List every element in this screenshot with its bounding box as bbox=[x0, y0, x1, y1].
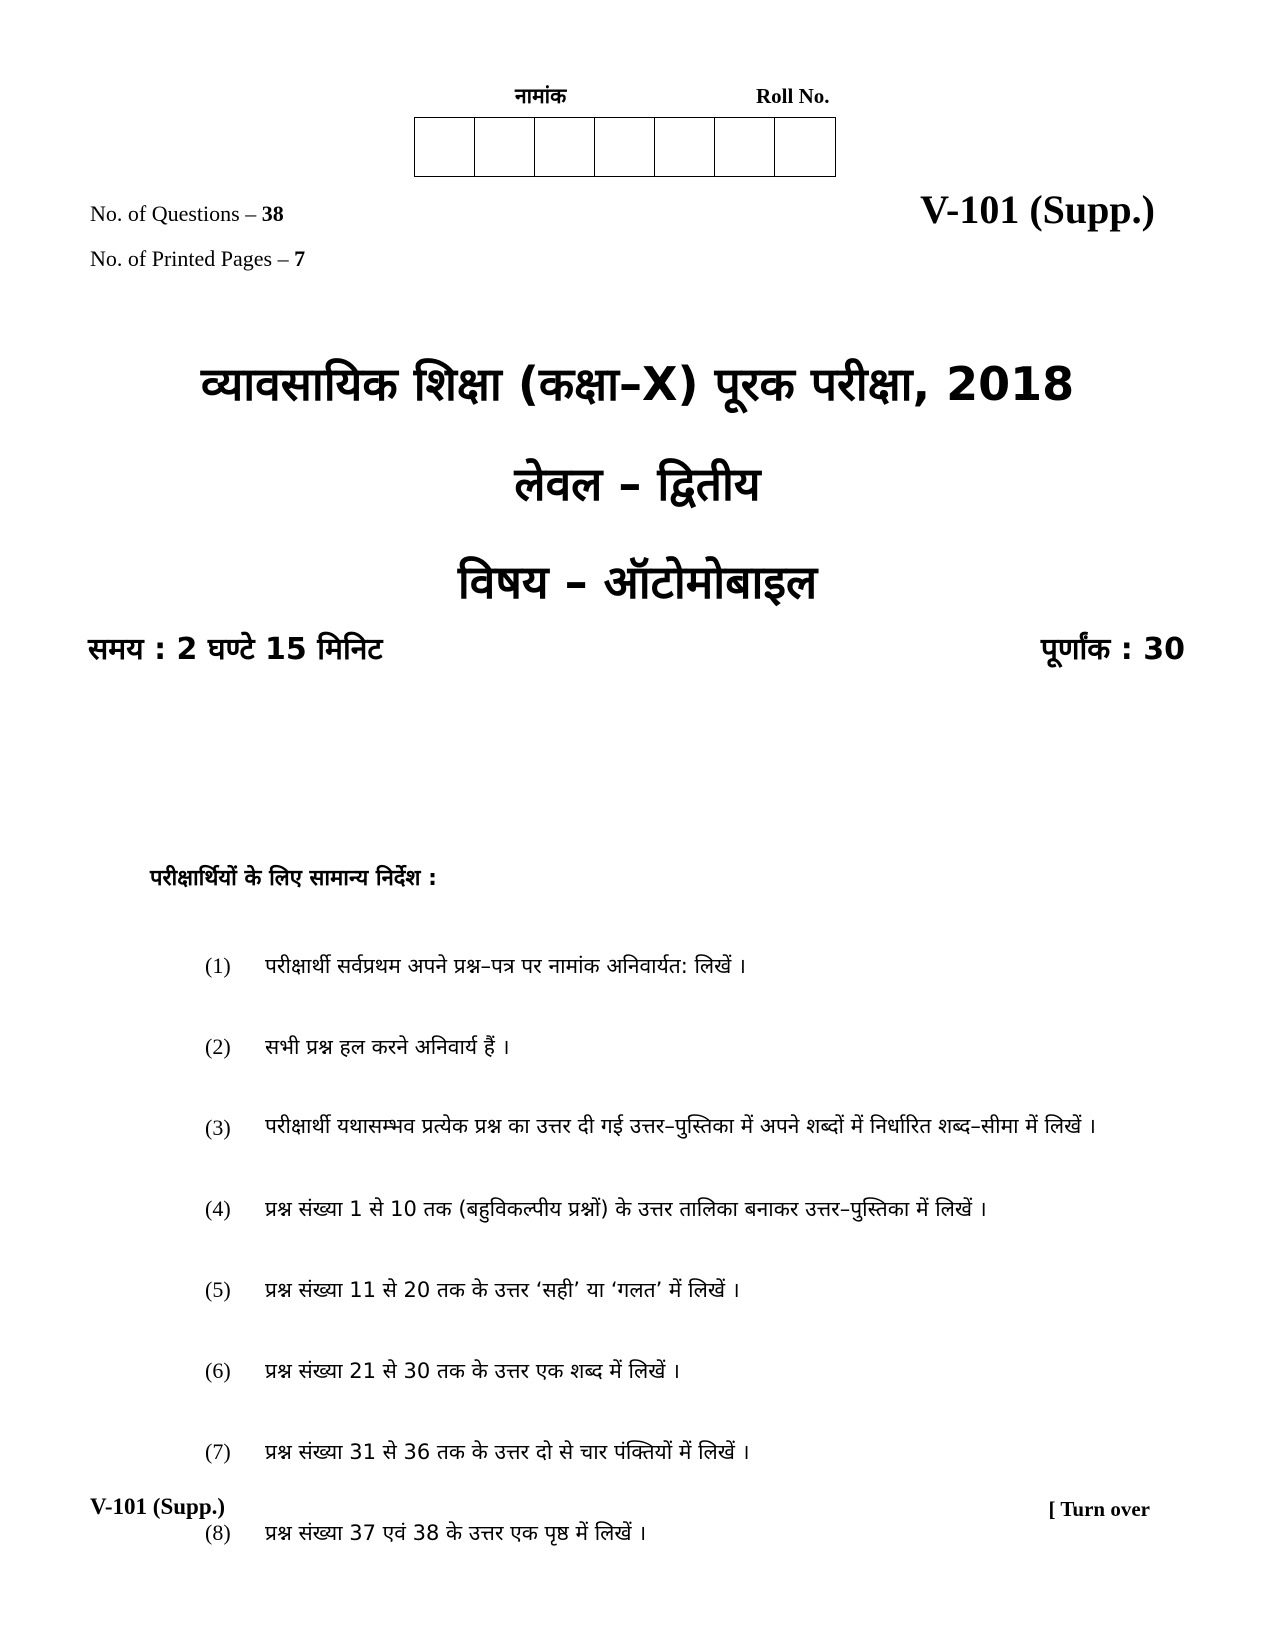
number-of-questions bbox=[90, 201, 284, 227]
roll-number-box-5[interactable] bbox=[655, 118, 715, 176]
instruction-number: (3) bbox=[205, 1115, 231, 1140]
instruction-text: प्रश्न संख्या 1 से 10 तक (बहुविकल्पीय प्रश्नों) के उत्तर तालिका बनाकर उत्तर–पुस्तिका में लिखें । bbox=[265, 1197, 987, 1221]
footer-paper-code: V-101 (Supp.) bbox=[90, 1494, 226, 1519]
pages-label: No. of Printed Pages – bbox=[90, 246, 289, 271]
instruction-item bbox=[205, 1183, 1185, 1235]
instruction-text: सभी प्रश्न हल करने अनिवार्य हैं । bbox=[265, 1035, 510, 1059]
instruction-number: (2) bbox=[205, 1034, 231, 1059]
instructions-list bbox=[205, 940, 1185, 1588]
roll-number-box-3[interactable] bbox=[535, 118, 595, 176]
roll-number-box-1[interactable] bbox=[415, 118, 475, 176]
roll-number-label-hindi: नामांक bbox=[515, 84, 567, 108]
instruction-number: (5) bbox=[205, 1277, 231, 1302]
instruction-number: (8) bbox=[205, 1520, 231, 1545]
instruction-number: (6) bbox=[205, 1358, 231, 1383]
paper-code: V-101 (Supp.) bbox=[920, 187, 1155, 232]
exam-duration: समय : 2 घण्टे 15 मिनिट bbox=[88, 632, 383, 667]
questions-label: No. of Questions – bbox=[90, 201, 257, 226]
instruction-item bbox=[205, 1507, 1185, 1559]
questions-value: 38 bbox=[261, 201, 284, 226]
instruction-text: परीक्षार्थी सर्वप्रथम अपने प्रश्न–पत्र पर नामांक अनिवार्यत: लिखें । bbox=[265, 954, 746, 978]
roll-number-box-7[interactable] bbox=[775, 118, 835, 176]
roll-number-label: Roll No. bbox=[756, 84, 830, 108]
instruction-number: (4) bbox=[205, 1196, 231, 1221]
instruction-item bbox=[205, 1345, 1185, 1397]
instruction-text: प्रश्न संख्या 31 से 36 तक के उत्तर दो से चार पंक्तियों में लिखें । bbox=[265, 1440, 750, 1464]
instruction-text: प्रश्न संख्या 37 एवं 38 के उत्तर एक पृष्ठ में लिखें । bbox=[265, 1521, 647, 1545]
roll-number-box-6[interactable] bbox=[715, 118, 775, 176]
roll-number-box-4[interactable] bbox=[595, 118, 655, 176]
roll-number-box-2[interactable] bbox=[475, 118, 535, 176]
max-marks: पूर्णांक : 30 bbox=[1040, 632, 1185, 667]
instruction-item bbox=[205, 1264, 1185, 1316]
number-of-pages bbox=[90, 246, 305, 272]
instruction-number: (7) bbox=[205, 1439, 231, 1464]
roll-number-boxes bbox=[414, 117, 836, 177]
turn-over-note: [ Turn over bbox=[1048, 1497, 1150, 1521]
exam-subject: विषय – ऑटोमोबाइल bbox=[457, 555, 818, 609]
exam-level: लेवल – द्वितीय bbox=[514, 457, 761, 511]
pages-value: 7 bbox=[294, 246, 306, 271]
instruction-text: प्रश्न संख्या 21 से 30 तक के उत्तर एक शब्द में लिखें । bbox=[265, 1359, 681, 1383]
instructions-heading: परीक्षार्थियों के लिए सामान्य निर्देश : bbox=[150, 866, 437, 891]
instruction-text: परीक्षार्थी यथासम्भव प्रत्येक प्रश्न का उत्तर दी गई उत्तर–पुस्तिका में अपने शब्दों में निर्धारित शब्द–सीमा में लिखें । bbox=[265, 1114, 1096, 1138]
instruction-item bbox=[205, 1426, 1185, 1478]
instruction-item bbox=[205, 1021, 1185, 1073]
instruction-item bbox=[205, 1102, 1185, 1154]
instruction-item bbox=[205, 940, 1185, 992]
exam-title: व्यावसायिक शिक्षा (कक्षा–X) पूरक परीक्षा, 2018 bbox=[200, 357, 1075, 411]
instruction-number: (1) bbox=[205, 953, 231, 978]
instruction-text: प्रश्न संख्या 11 से 20 तक के उत्तर ‘सही’ या ‘गलत’ में लिखें । bbox=[265, 1278, 740, 1302]
